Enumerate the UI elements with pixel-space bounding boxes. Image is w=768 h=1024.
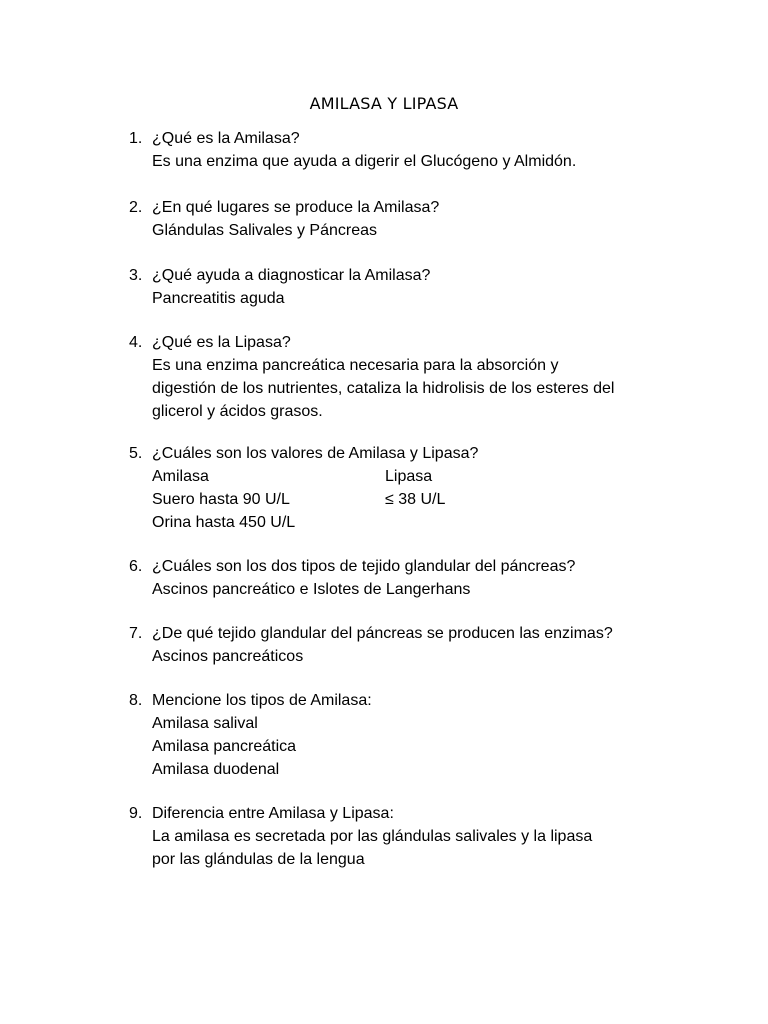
question-item-8 [129,689,689,781]
question-line [129,264,689,287]
answer-line: Amilasa pancreática [152,738,297,755]
question-number: 7. [129,625,143,642]
answer-line: Pancreatitis aguda [152,290,285,307]
question-line [129,196,689,219]
amilasa-serum-value: Suero hasta 90 U/L [152,491,290,508]
amilasa-header: Amilasa [152,468,209,485]
question-number: 6. [129,558,143,575]
question-line [129,442,689,465]
question-text: ¿De qué tejido glandular del páncreas se producen las enzimas? [152,625,613,642]
question-text: Diferencia entre Amilasa y Lipasa: [152,805,394,822]
question-number: 4. [129,334,143,351]
answer-line: Es una enzima pancreática necesaria para la absorción y [152,357,559,374]
question-item-3 [129,264,689,310]
answer-line: por las glándulas de la lengua [152,851,365,868]
question-item-7 [129,622,689,668]
question-item-4 [129,331,689,423]
question-item-2 [129,196,689,242]
question-text: ¿Cuáles son los valores de Amilasa y Lipasa? [152,445,479,462]
question-text: ¿Qué es la Amilasa? [152,130,300,147]
question-text: ¿En qué lugares se produce la Amilasa? [152,199,440,216]
amilasa-urine-value: Orina hasta 450 U/L [152,514,296,531]
question-text: ¿Qué es la Lipasa? [152,334,291,351]
question-text: Mencione los tipos de Amilasa: [152,692,372,709]
question-number: 3. [129,267,143,284]
question-text: ¿Qué ayuda a diagnosticar la Amilasa? [152,267,431,284]
question-line [129,622,689,645]
question-line [129,127,689,150]
question-number: 9. [129,805,143,822]
question-number: 8. [129,692,143,709]
answer-line: La amilasa es secretada por las glándulas salivales y la lipasa [152,828,593,845]
lipasa-header: Lipasa [385,468,433,485]
question-number: 2. [129,199,143,216]
question-line [129,331,689,354]
question-item-9 [129,802,689,871]
values-row-urine [129,511,689,534]
question-item-6 [129,555,689,601]
answer-line: Glándulas Salivales y Páncreas [152,222,378,239]
question-line [129,802,689,825]
answer-line: Ascinos pancreático e Islotes de Langerhans [152,581,471,598]
answer-line: digestión de los nutrientes, cataliza la hidrolisis de los esteres del [152,380,615,397]
question-item-5 [129,442,689,534]
answer-line: Amilasa salival [152,715,258,732]
question-number: 1. [129,130,143,147]
values-row-serum [129,488,689,511]
answer-line: Amilasa duodenal [152,761,280,778]
page-title: AMILASA Y LIPASA [309,94,459,113]
question-line [129,689,689,712]
values-header-row [129,465,689,488]
question-line [129,555,689,578]
answer-line: glicerol y ácidos grasos. [152,403,323,420]
lipasa-serum-value: ≤ 38 U/L [385,491,446,508]
question-number: 5. [129,445,143,462]
question-item-1 [129,127,689,173]
answer-line: Ascinos pancreáticos [152,648,304,665]
question-text: ¿Cuáles son los dos tipos de tejido glandular del páncreas? [152,558,576,575]
answer-line: Es una enzima que ayuda a digerir el Glucógeno y Almidón. [152,153,577,170]
